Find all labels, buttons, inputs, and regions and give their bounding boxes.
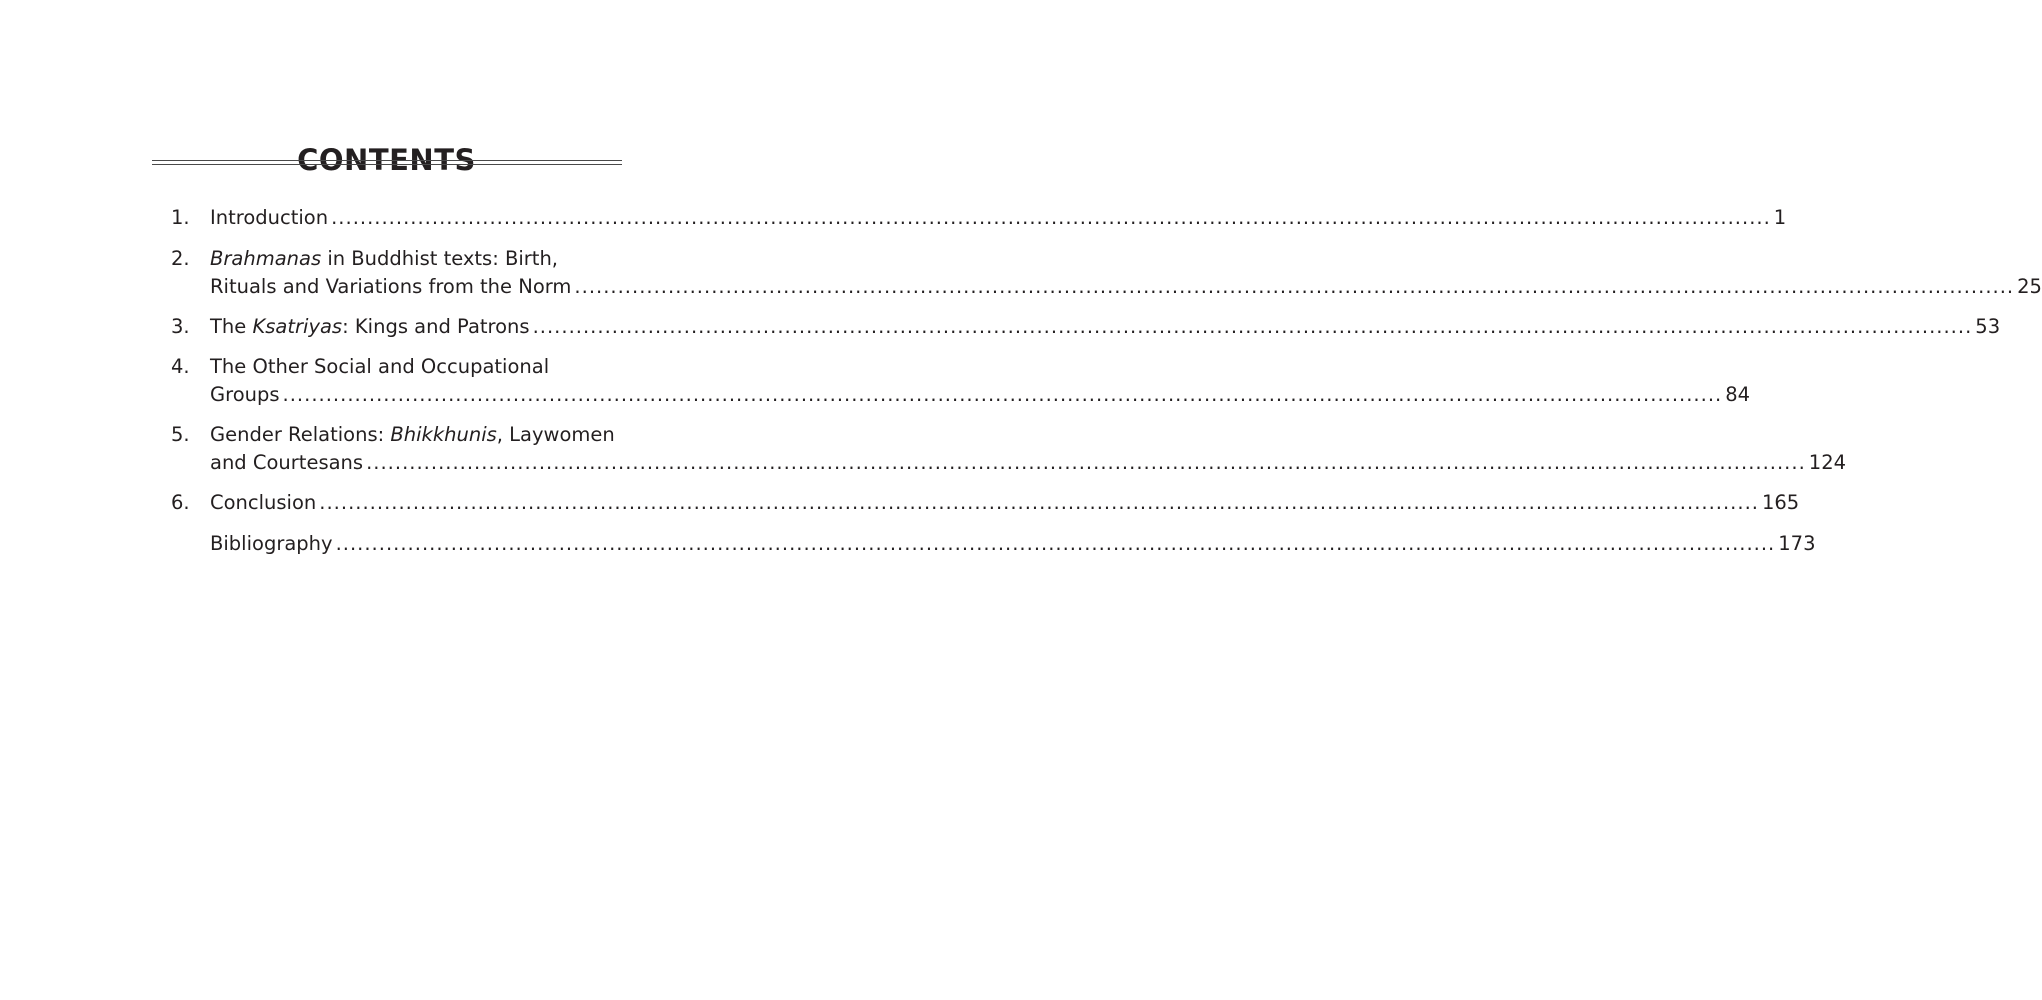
page-number: 173: [1778, 532, 1816, 555]
entry-title-italic: Brahmanas: [210, 247, 322, 270]
page-title: CONTENTS: [297, 143, 476, 178]
entry-title-line: [210, 245, 623, 273]
leader-dots: ........................................................................................................................................................................................................: [366, 451, 1806, 474]
entry-title-text: Introduction: [210, 206, 329, 229]
page-number: 84: [1725, 383, 1751, 406]
entry-title-text: Groups: [210, 383, 280, 406]
page-number: 1: [1773, 206, 1787, 229]
entry-title-text: Conclusion: [210, 491, 317, 514]
entry-title-line: [210, 489, 1800, 517]
leader-dots: ........................................................................................................................................................................................................: [574, 275, 2015, 298]
entry-number: 4.: [171, 355, 190, 378]
entry-title-line: [210, 449, 1847, 477]
entry-title-line: [210, 530, 1816, 558]
entry-title-line: [210, 421, 623, 449]
page-number: 124: [1808, 451, 1847, 474]
leader-dots: ........................................................................................................................................................................................................: [532, 315, 1973, 338]
entry-title-text: : Kings and Patrons: [342, 315, 530, 338]
entry-title-text: Gender Relations:: [210, 423, 391, 446]
entry-number: 6.: [171, 491, 190, 514]
page-number: 25: [2017, 275, 2042, 298]
leader-dots: ........................................................................................................................................................................................................: [331, 206, 1771, 229]
entry-title-line: [210, 273, 2042, 301]
entry-title-text: Bibliography: [210, 532, 333, 555]
entry-title-text: and Courtesans: [210, 451, 364, 474]
leader-dots: ........................................................................................................................................................................................................: [319, 491, 1759, 514]
entry-title-italic: Ksatriyas: [252, 315, 343, 338]
page-number: 53: [1975, 315, 2001, 338]
entry-title-text: The Other Social and Occupational: [210, 355, 550, 378]
entry-number: 5.: [171, 423, 190, 446]
entry-title-line: [210, 204, 1787, 232]
entry-title-line: [210, 313, 2001, 341]
leader-dots: ........................................................................................................................................................................................................: [335, 532, 1776, 555]
entry-title-text: Rituals and Variations from the Norm: [210, 275, 572, 298]
entry-title-text: The: [210, 315, 253, 338]
entry-number: 1.: [171, 206, 190, 229]
page-number: 165: [1761, 491, 1800, 514]
leader-dots: ........................................................................................................................................................................................................: [282, 383, 1723, 406]
entry-title-text: , Laywomen: [496, 423, 615, 446]
entry-title-italic: Bhikkhunis: [390, 423, 497, 446]
entry-title-text: in Buddhist texts: Birth,: [321, 247, 559, 270]
entry-number: 3.: [171, 315, 190, 338]
entry-title-line: [210, 381, 1751, 409]
entry-number: 2.: [171, 247, 190, 270]
entry-title-line: [210, 353, 623, 381]
